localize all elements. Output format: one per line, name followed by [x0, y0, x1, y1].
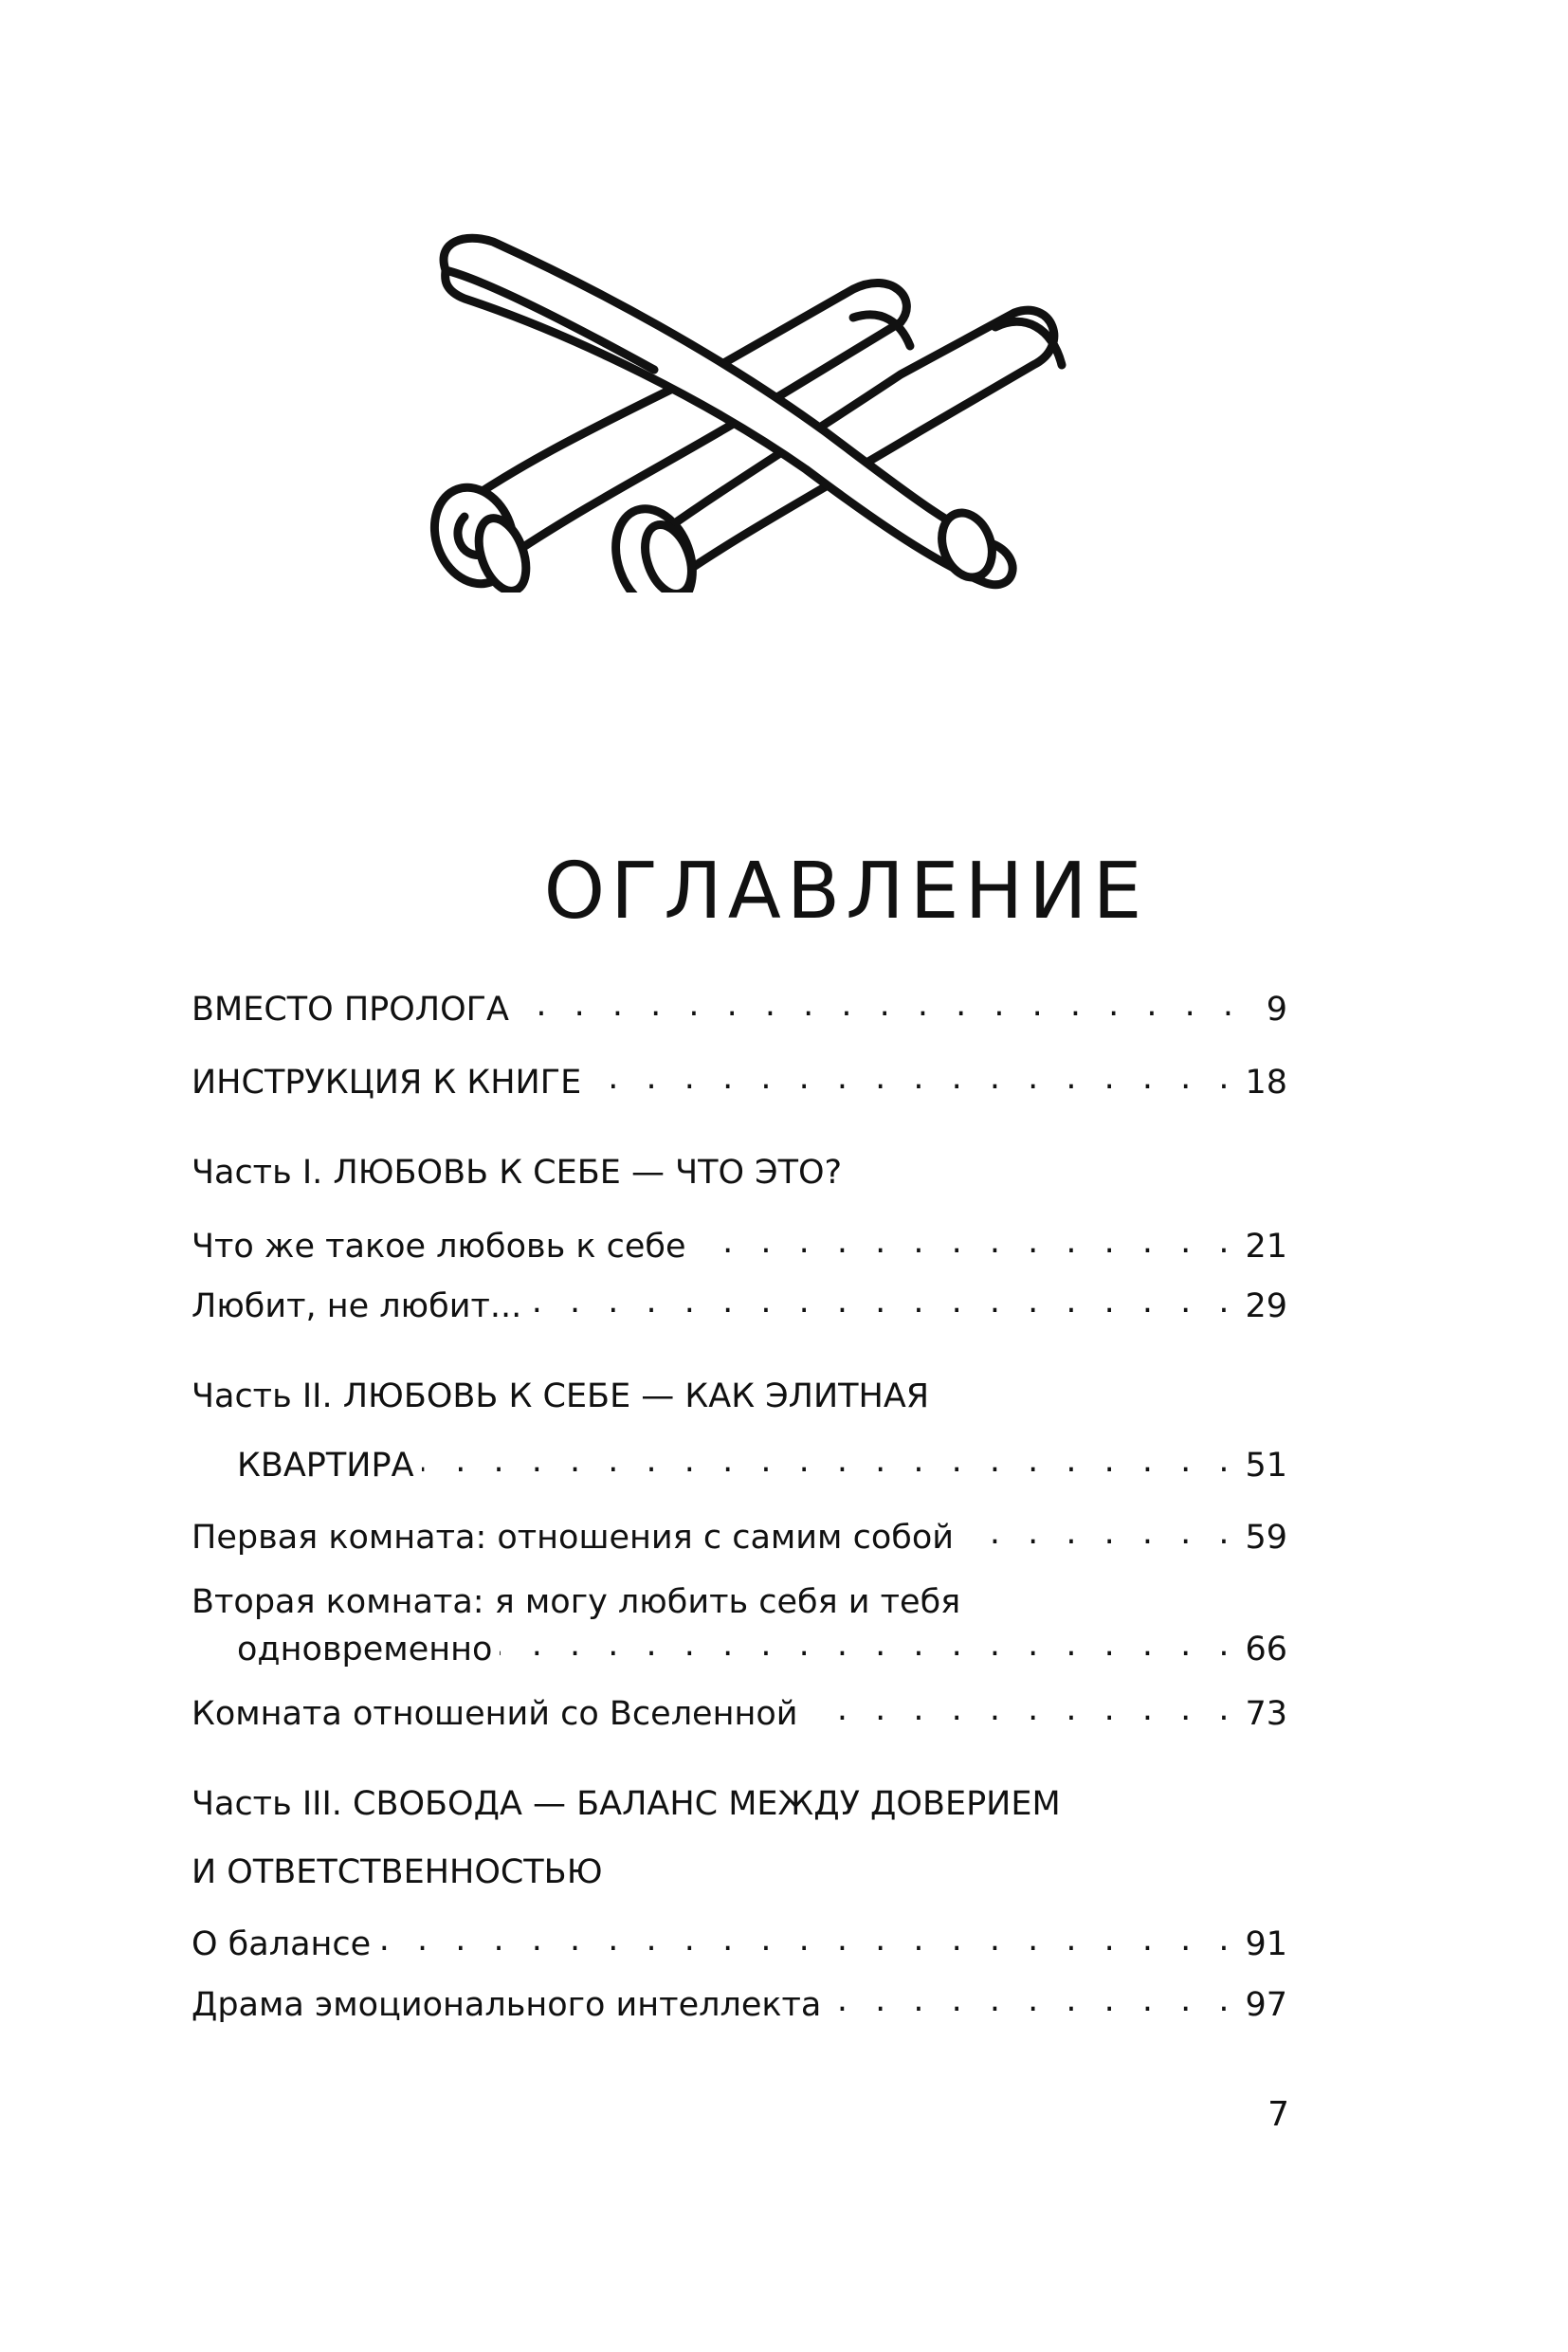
toc-entry-page: 97	[1245, 1986, 1287, 2024]
cinnamon-sticks-icon	[408, 232, 1071, 593]
dot-leader	[961, 1520, 1237, 1548]
toc-entry-label: ИНСТРУКЦИЯ К КНИГЕ	[191, 1064, 582, 1102]
dot-leader	[422, 1448, 1238, 1476]
dot-leader	[500, 1632, 1237, 1660]
dot-leader	[806, 1696, 1238, 1724]
toc-entry-page: 73	[1245, 1695, 1287, 1733]
dot-leader	[517, 992, 1242, 1020]
part-heading-label: Часть III. СВОБОДА — БАЛАНС МЕЖДУ ДОВЕРИЕМ	[191, 1785, 1061, 1823]
part-heading[interactable]	[191, 1783, 1287, 1825]
toc-entry-label: Что же такое любовь к себе	[191, 1228, 686, 1266]
toc-entry-page: 59	[1245, 1519, 1287, 1557]
dot-leader	[529, 1288, 1237, 1317]
part-heading-label: КВАРТИРА	[237, 1447, 414, 1485]
part-heading-label: И ОТВЕТСТВЕННОСТЬЮ	[191, 1853, 603, 1891]
part-heading-label: Часть II. ЛЮБОВЬ К СЕБЕ — КАК ЭЛИТНАЯ	[191, 1377, 930, 1415]
part-heading[interactable]	[191, 1376, 1287, 1417]
toc-entry-page: 91	[1245, 1925, 1287, 1963]
toc-entry-page: 9	[1266, 991, 1287, 1029]
toc-entry-label: Любит, не любит...	[191, 1287, 522, 1325]
toc-entry[interactable]	[191, 1581, 1287, 1623]
toc-entry[interactable]	[191, 1285, 1287, 1327]
dot-leader	[694, 1229, 1238, 1257]
toc-entry-page: 51	[1245, 1447, 1287, 1485]
dot-leader	[589, 1065, 1237, 1093]
toc-entry-page: 66	[1245, 1631, 1287, 1668]
toc-entry-label: Драма эмоционального интеллекта	[191, 1986, 822, 2024]
part-heading[interactable]	[191, 1152, 1287, 1194]
page-number: 7	[1267, 2095, 1289, 2134]
toc-entry-page: 29	[1245, 1287, 1287, 1325]
toc-entry[interactable]	[191, 1924, 1287, 1965]
toc-entry[interactable]	[191, 989, 1287, 1030]
toc-entry-label: Первая комната: отношения с самим собой	[191, 1519, 954, 1557]
toc-entry-label: одновременно	[237, 1631, 493, 1668]
toc-entry-continuation[interactable]	[191, 1629, 1287, 1670]
part-heading-label: Часть I. ЛЮБОВЬ К СЕБЕ — ЧТО ЭТО?	[191, 1154, 843, 1192]
toc-entry[interactable]	[191, 1226, 1287, 1267]
toc-entry[interactable]	[191, 1984, 1287, 2026]
part-heading-continuation[interactable]	[191, 1445, 1287, 1486]
part-heading-continuation[interactable]	[191, 1851, 1287, 1893]
toc-entry-page: 18	[1245, 1064, 1287, 1102]
toc-entry-label: Вторая комната: я могу любить себя и тебя	[191, 1583, 961, 1621]
page-title: ОГЛАВЛЕНИЕ	[543, 846, 1148, 937]
dot-leader	[378, 1926, 1237, 1955]
toc-entry[interactable]	[191, 1693, 1287, 1735]
toc-entry[interactable]	[191, 1517, 1287, 1559]
toc-entry[interactable]	[191, 1062, 1287, 1103]
toc-entry-label: ВМЕСТО ПРОЛОГА	[191, 991, 509, 1029]
dot-leader	[829, 1987, 1237, 2015]
toc-entry-page: 21	[1245, 1228, 1287, 1266]
toc-entry-label: О балансе	[191, 1925, 372, 1963]
toc-entry-label: Комната отношений со Вселенной	[191, 1695, 798, 1733]
